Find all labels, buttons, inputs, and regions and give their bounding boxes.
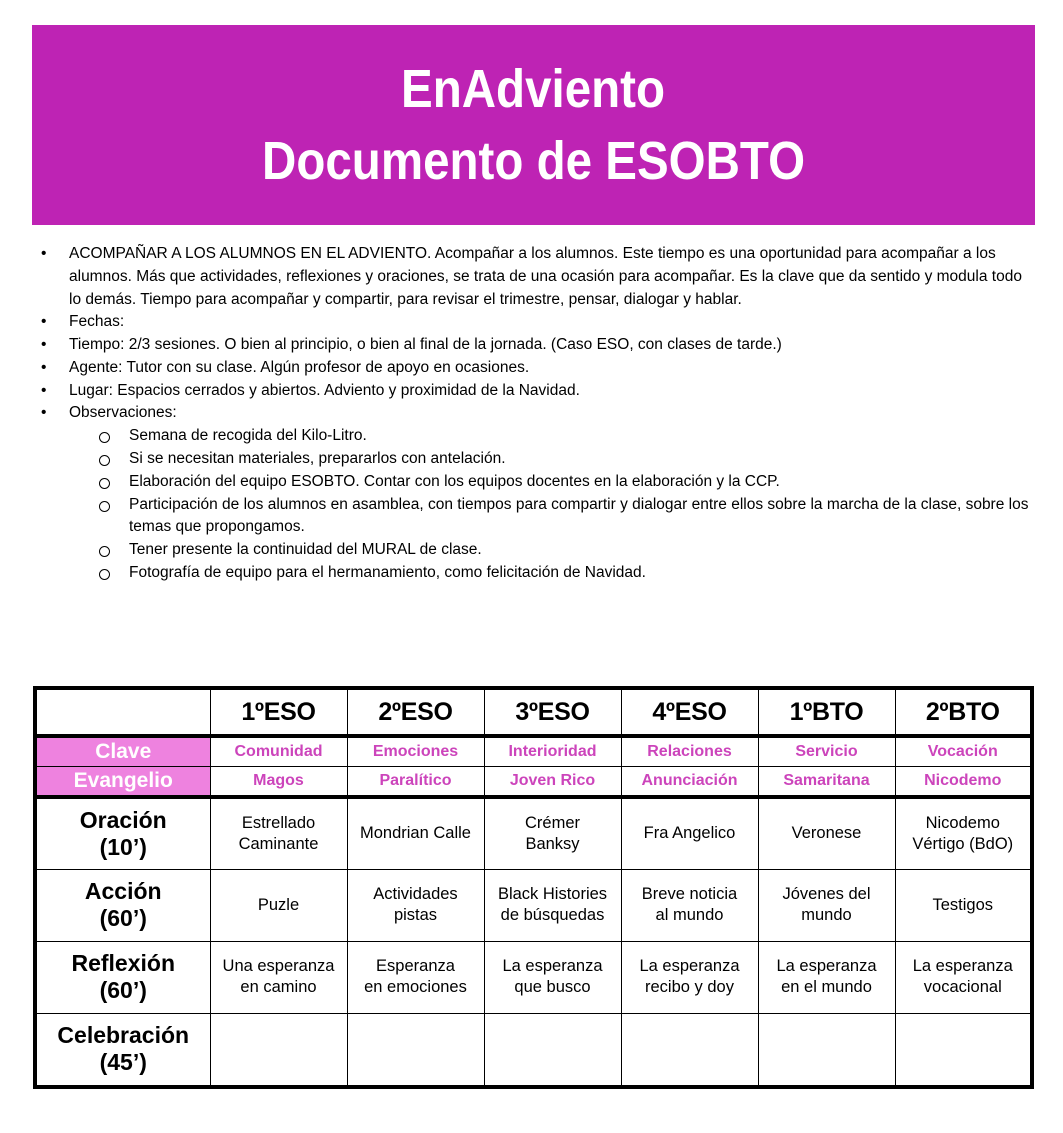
cell-celebracion-1eso bbox=[210, 1013, 347, 1087]
table-row-clave bbox=[35, 736, 1032, 767]
list-item bbox=[33, 357, 1033, 380]
cell-line: Caminante bbox=[238, 834, 319, 853]
cell-line: Mondrian Calle bbox=[360, 824, 471, 843]
cell-line: Black Histories bbox=[497, 885, 608, 904]
cell-line: vocacional bbox=[923, 978, 1002, 996]
cell-clave-2bto: Vocación bbox=[895, 736, 1032, 767]
table-header-row bbox=[35, 688, 1032, 736]
cell-line: Breve noticia bbox=[641, 885, 738, 904]
cell-celebracion-3eso bbox=[484, 1013, 621, 1087]
cell-celebracion-2bto bbox=[895, 1013, 1032, 1087]
bullet-list-level-1 bbox=[33, 243, 1033, 425]
list-item bbox=[93, 562, 1033, 585]
row-label-celebracion bbox=[35, 1013, 210, 1087]
table-row-evangelio bbox=[35, 767, 1032, 798]
cell-reflexion-2eso bbox=[347, 941, 484, 1013]
cell-accion-4eso bbox=[621, 869, 758, 941]
list-item-text: Lugar: Espacios cerrados y abiertos. Adviento y proximidad de la Navidad. bbox=[69, 381, 580, 399]
cell-reflexion-3eso bbox=[484, 941, 621, 1013]
cell-accion-3eso bbox=[484, 869, 621, 941]
cell-accion-1bto bbox=[758, 869, 895, 941]
cell-accion-1eso bbox=[210, 869, 347, 941]
list-item-text: Agente: Tutor con su clase. Algún profesor de apoyo en ocasiones. bbox=[69, 358, 530, 376]
cell-oracion-1bto bbox=[758, 797, 895, 869]
table-row-accion bbox=[35, 869, 1032, 941]
row-label-duration: (10’) bbox=[99, 833, 147, 860]
disc-bullet-icon: • bbox=[41, 336, 47, 354]
list-item-text: Semana de recogida del Kilo-Litro. bbox=[129, 427, 367, 445]
cell-line: La esperanza bbox=[912, 957, 1013, 976]
cell-line: en emociones bbox=[364, 978, 467, 996]
cell-reflexion-1eso bbox=[210, 941, 347, 1013]
cell-clave-1bto: Servicio bbox=[758, 736, 895, 767]
disc-bullet-icon: • bbox=[41, 358, 47, 376]
row-label-clave: Clave bbox=[35, 736, 210, 767]
list-item bbox=[33, 243, 1033, 311]
circle-bullet-icon bbox=[99, 569, 110, 580]
cell-line: Veronese bbox=[791, 824, 862, 843]
cell-line: recibo y doy bbox=[645, 978, 734, 996]
row-label-duration: (45’) bbox=[99, 1049, 147, 1076]
document-body bbox=[33, 243, 1033, 585]
cell-oracion-2eso bbox=[347, 797, 484, 869]
row-label-name: Acción bbox=[84, 877, 162, 904]
cell-line: en el mundo bbox=[781, 978, 872, 996]
cell-line: Esperanza bbox=[376, 957, 455, 976]
cell-evangelio-3eso: Joven Rico bbox=[484, 767, 621, 798]
list-item-text: Participación de los alumnos en asamblea, con tiempos para compartir y dialogar entre ellos sobre la marcha de la clase, sobre los temas que propongamos. bbox=[129, 495, 1029, 536]
cell-accion-2bto bbox=[895, 869, 1032, 941]
row-label-reflexion bbox=[35, 941, 210, 1013]
cell-line: que busco bbox=[514, 978, 591, 996]
table-row-celebracion bbox=[35, 1013, 1032, 1087]
cell-oracion-3eso bbox=[484, 797, 621, 869]
cell-line: Vértigo (BdO) bbox=[912, 834, 1014, 853]
circle-bullet-icon bbox=[99, 478, 110, 489]
banner-title-line-2: Documento de ESOBTO bbox=[261, 131, 806, 191]
cell-clave-4eso: Relaciones bbox=[621, 736, 758, 767]
cell-line: Actividades bbox=[373, 885, 458, 904]
cell-clave-3eso: Interioridad bbox=[484, 736, 621, 767]
list-item bbox=[33, 311, 1033, 334]
row-label-oracion bbox=[35, 797, 210, 869]
cell-line: Estrellado bbox=[241, 814, 316, 833]
row-label-evangelio: Evangelio bbox=[35, 767, 210, 798]
circle-bullet-icon bbox=[99, 501, 110, 512]
cell-accion-2eso bbox=[347, 869, 484, 941]
cell-line: Fra Angelico bbox=[643, 824, 736, 843]
planning-table bbox=[33, 686, 1034, 1089]
cell-oracion-4eso bbox=[621, 797, 758, 869]
list-item-text: Elaboración del equipo ESOBTO. Contar con los equipos docentes en la elaboración y la CCP. bbox=[129, 472, 780, 490]
cell-line: Nicodemo bbox=[925, 814, 1000, 833]
cell-line: La esperanza bbox=[776, 957, 877, 976]
cell-line: Crémer bbox=[524, 814, 580, 833]
cell-line: Puzle bbox=[257, 895, 300, 914]
list-item bbox=[93, 539, 1033, 562]
list-item bbox=[33, 380, 1033, 403]
circle-bullet-icon bbox=[99, 455, 110, 466]
row-label-duration: (60’) bbox=[99, 905, 147, 931]
cell-reflexion-4eso bbox=[621, 941, 758, 1013]
cell-evangelio-2bto: Nicodemo bbox=[895, 767, 1032, 798]
bullet-list-level-2 bbox=[33, 425, 1033, 584]
title-banner bbox=[32, 25, 1035, 225]
column-header-3eso: 3ºESO bbox=[484, 688, 621, 736]
list-item-text: Tener presente la continuidad del MURAL de clase. bbox=[129, 541, 482, 559]
cell-line: Una esperanza bbox=[222, 957, 335, 976]
list-item bbox=[33, 402, 1033, 425]
row-label-accion bbox=[35, 869, 210, 941]
list-item-text: Observaciones: bbox=[69, 404, 177, 422]
cell-evangelio-2eso: Paralítico bbox=[347, 767, 484, 798]
cell-celebracion-1bto bbox=[758, 1013, 895, 1087]
cell-line: Jóvenes del bbox=[782, 885, 871, 904]
cell-line: Testigos bbox=[932, 895, 994, 914]
list-item-text: Si se necesitan materiales, prepararlos con antelación. bbox=[129, 450, 506, 468]
cell-oracion-2bto bbox=[895, 797, 1032, 869]
list-item-text: ACOMPAÑAR A LOS ALUMNOS EN EL ADVIENTO. Acompañar a los alumnos. Este tiempo es una oportunidad para acompañar a los alumnos. Más que actividades, reflexiones y oraciones, se trata de una ocasión para acompañar. Es la clave que da sentido y modula todo lo demás. Tiempo para acompañar y compartir, para revisar el trimestre, pensar, dialogar y hablar. bbox=[69, 245, 1022, 308]
cell-celebracion-4eso bbox=[621, 1013, 758, 1087]
disc-bullet-icon: • bbox=[41, 381, 47, 399]
cell-line: mundo bbox=[801, 906, 852, 924]
table-row-oracion bbox=[35, 797, 1032, 869]
cell-line: al mundo bbox=[655, 906, 724, 924]
cell-clave-2eso: Emociones bbox=[347, 736, 484, 767]
cell-evangelio-1bto: Samaritana bbox=[758, 767, 895, 798]
row-label-duration: (60’) bbox=[99, 977, 147, 1003]
list-item bbox=[93, 494, 1033, 540]
cell-line: La esperanza bbox=[639, 957, 740, 976]
column-header-2eso: 2ºESO bbox=[347, 688, 484, 736]
cell-line: Banksy bbox=[525, 834, 580, 853]
cell-line: La esperanza bbox=[502, 957, 603, 976]
list-item bbox=[93, 425, 1033, 448]
cell-celebracion-2eso bbox=[347, 1013, 484, 1087]
list-item bbox=[33, 334, 1033, 357]
circle-bullet-icon bbox=[99, 432, 110, 443]
circle-bullet-icon bbox=[99, 546, 110, 557]
planning-table-container bbox=[33, 686, 1030, 1089]
list-item bbox=[93, 471, 1033, 494]
disc-bullet-icon: • bbox=[41, 245, 47, 262]
column-header-2bto: 2ºBTO bbox=[895, 688, 1032, 736]
banner-title-line-1: EnAdviento bbox=[401, 58, 666, 119]
list-item bbox=[93, 448, 1033, 471]
cell-line: de búsquedas bbox=[500, 906, 605, 924]
cell-reflexion-2bto bbox=[895, 941, 1032, 1013]
column-header-1bto: 1ºBTO bbox=[758, 688, 895, 736]
cell-line: en camino bbox=[240, 978, 317, 996]
cell-reflexion-1bto bbox=[758, 941, 895, 1013]
list-item-text: Fotografía de equipo para el hermanamiento, como felicitación de Navidad. bbox=[129, 563, 646, 581]
column-header-4eso: 4ºESO bbox=[621, 688, 758, 736]
cell-oracion-1eso bbox=[210, 797, 347, 869]
row-label-name: Celebración bbox=[57, 1022, 190, 1049]
table-row-reflexion bbox=[35, 941, 1032, 1013]
cell-evangelio-4eso: Anunciación bbox=[621, 767, 758, 798]
disc-bullet-icon: • bbox=[41, 313, 47, 331]
list-item-text: Tiempo: 2/3 sesiones. O bien al principio, o bien al final de la jornada. (Caso ESO, con clases de tarde.) bbox=[69, 336, 782, 354]
cell-line: pistas bbox=[393, 906, 438, 924]
row-label-name: Oración bbox=[79, 806, 167, 833]
list-item-text: Fechas: bbox=[69, 313, 125, 331]
row-label-name: Reflexión bbox=[71, 949, 176, 976]
cell-evangelio-1eso: Magos bbox=[210, 767, 347, 798]
disc-bullet-icon: • bbox=[41, 404, 47, 422]
table-corner-cell bbox=[35, 688, 210, 736]
cell-clave-1eso: Comunidad bbox=[210, 736, 347, 767]
column-header-1eso: 1ºESO bbox=[210, 688, 347, 736]
